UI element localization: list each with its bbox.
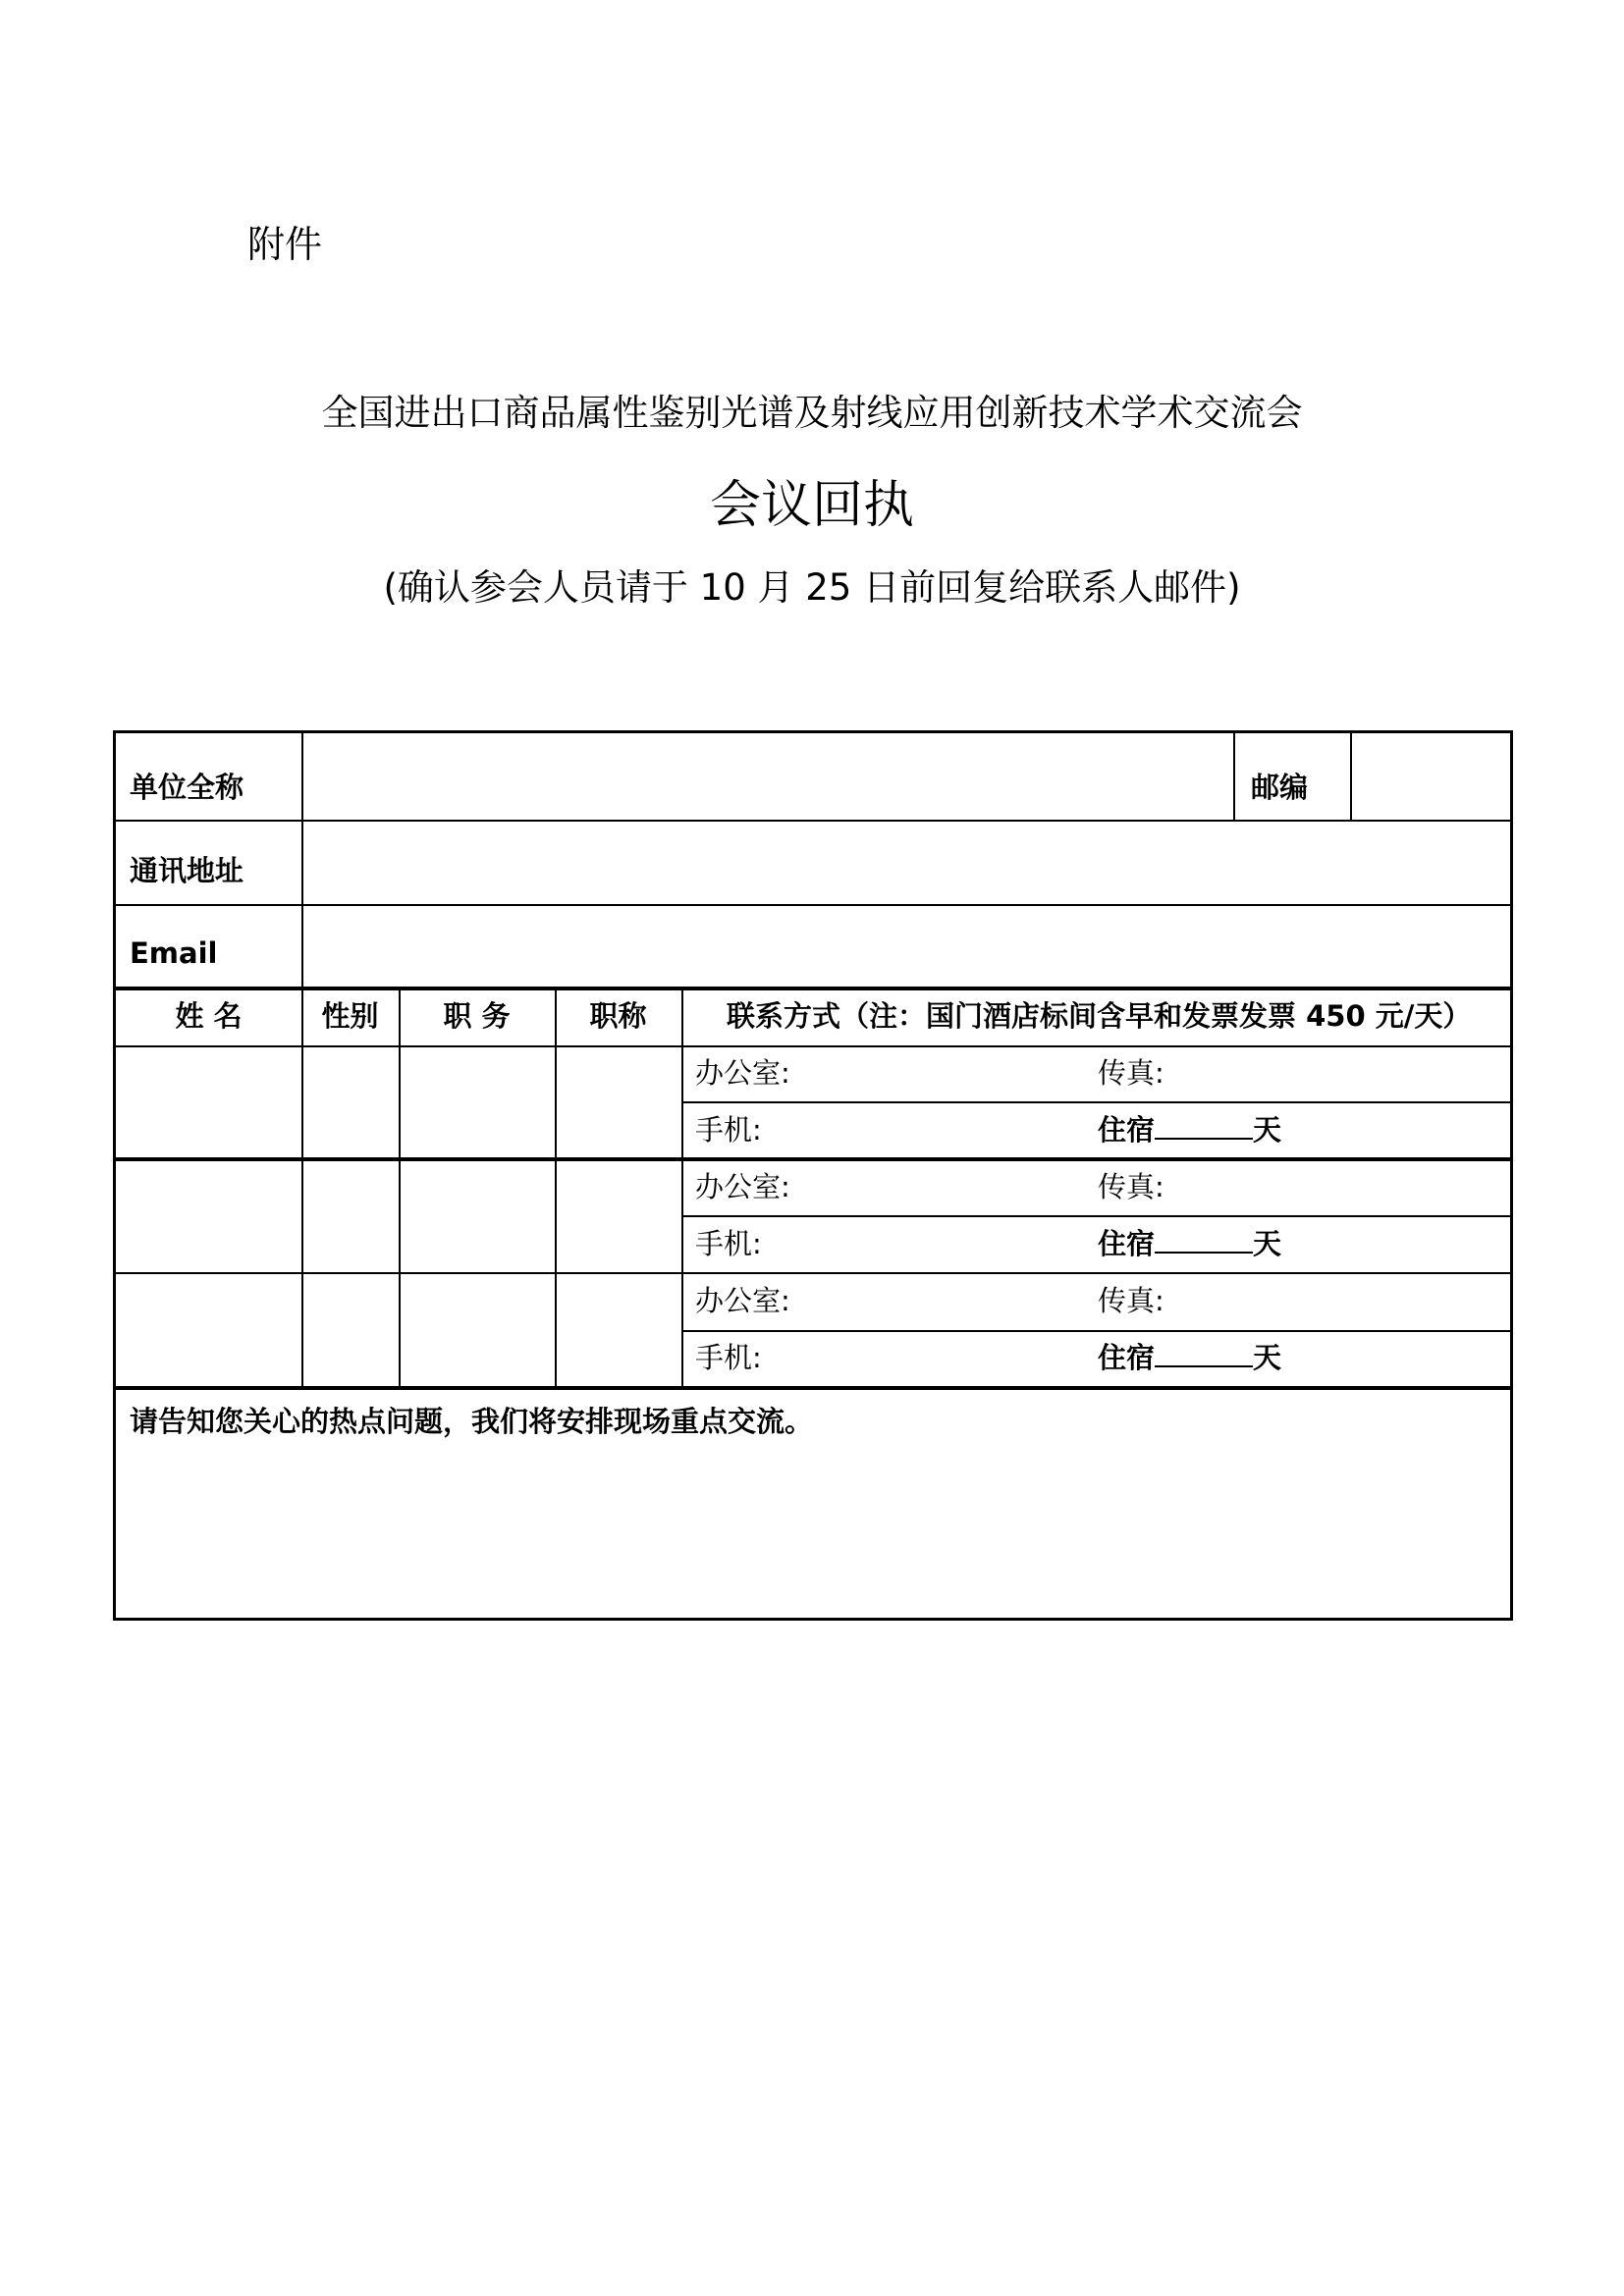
header-gender: 性别 <box>321 999 379 1033</box>
fax-label: 传真: <box>1098 1284 1164 1317</box>
row-divider <box>116 987 1510 990</box>
row-divider <box>116 904 1510 906</box>
mobile-label: 手机: <box>695 1113 762 1147</box>
registration-form <box>113 730 1513 1621</box>
stay-label: 住宿 <box>1098 1113 1156 1147</box>
email-label: Email <box>130 936 218 970</box>
stay-blank <box>1155 1230 1253 1254</box>
mobile-label: 手机: <box>695 1341 762 1374</box>
office-label: 办公室: <box>695 1284 790 1317</box>
header-contact: 联系方式（注：国门酒店标间含早和发票发票 450 元/天） <box>727 999 1472 1033</box>
row-divider <box>116 1157 1510 1161</box>
row-divider <box>116 820 1510 822</box>
row-divider <box>116 1045 1510 1047</box>
stay-field <box>1098 1113 1282 1147</box>
office-label: 办公室: <box>695 1170 790 1203</box>
row-divider <box>116 1272 1510 1274</box>
row-divider <box>681 1215 1510 1217</box>
document-title: 全国进出口商品属性鉴别光谱及射线应用创新技术学术交流会 <box>321 392 1303 434</box>
stay-field <box>1098 1227 1282 1260</box>
stay-label: 住宿 <box>1098 1341 1156 1374</box>
document-note: (确认参会人员请于 10 月 25 日前回复给联系人邮件) <box>383 566 1241 609</box>
header-position: 职 务 <box>443 999 511 1033</box>
column-divider <box>555 987 557 1387</box>
row-divider <box>116 1386 1510 1390</box>
fax-label: 传真: <box>1098 1056 1164 1090</box>
fax-label: 传真: <box>1098 1170 1164 1203</box>
mobile-label: 手机: <box>695 1227 762 1260</box>
column-divider <box>301 733 303 988</box>
stay-blank <box>1155 1116 1253 1140</box>
unit-name-label: 单位全称 <box>130 771 244 804</box>
days-label: 天 <box>1253 1113 1282 1147</box>
header-name: 姓 名 <box>175 999 243 1033</box>
row-divider <box>681 1101 1510 1103</box>
days-label: 天 <box>1253 1341 1282 1374</box>
column-divider <box>301 987 303 1387</box>
stay-blank <box>1155 1344 1253 1367</box>
attachment-label: 附件 <box>247 223 323 266</box>
column-divider <box>399 987 401 1387</box>
address-label: 通讯地址 <box>130 854 244 887</box>
office-label: 办公室: <box>695 1056 790 1090</box>
stay-field <box>1098 1341 1282 1374</box>
row-divider <box>681 1330 1510 1332</box>
column-divider <box>1350 733 1352 820</box>
column-divider <box>1233 733 1235 820</box>
document-subtitle: 会议回执 <box>709 476 914 535</box>
column-divider <box>681 987 683 1387</box>
days-label: 天 <box>1253 1227 1282 1260</box>
postcode-label: 邮编 <box>1251 771 1309 804</box>
stay-label: 住宿 <box>1098 1227 1156 1260</box>
topics-label: 请告知您关心的热点问题，我们将安排现场重点交流。 <box>130 1405 814 1438</box>
header-title: 职称 <box>589 999 647 1033</box>
